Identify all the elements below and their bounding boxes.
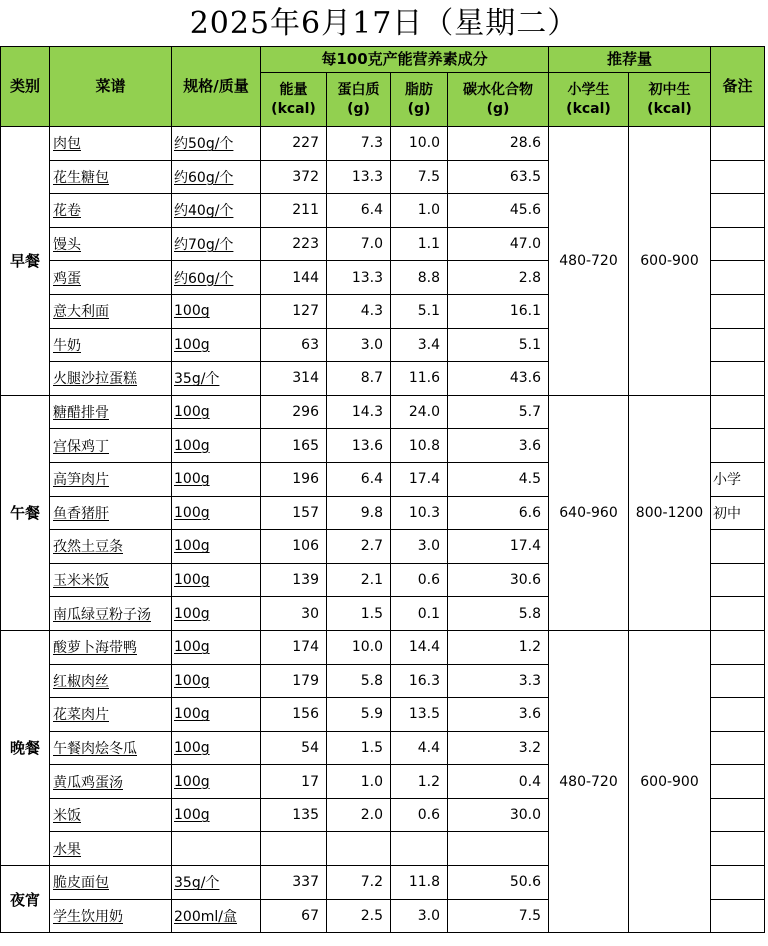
note-cell (711, 395, 765, 429)
fat-value: 4.4 (391, 731, 448, 765)
fat-value: 16.3 (391, 664, 448, 698)
dish-spec: 约70g/个 (172, 227, 261, 261)
protein-value: 8.7 (327, 362, 391, 396)
note-cell (711, 227, 765, 261)
protein-value: 1.5 (327, 731, 391, 765)
fat-value: 3.0 (391, 530, 448, 564)
note-cell (711, 261, 765, 295)
energy-value: 135 (261, 798, 327, 832)
fat-value: 13.5 (391, 698, 448, 732)
carb-value (448, 832, 549, 866)
energy-value: 211 (261, 194, 327, 228)
header-nutrition-group: 每100克产能营养素成分 (261, 47, 549, 73)
dish-spec: 100g (172, 496, 261, 530)
energy-value: 157 (261, 496, 327, 530)
energy-value: 174 (261, 630, 327, 664)
note-cell (711, 899, 765, 933)
primary-recommend: 640-960 (549, 395, 629, 630)
protein-value: 4.3 (327, 294, 391, 328)
carb-value: 43.6 (448, 362, 549, 396)
dish-name: 黄瓜鸡蛋汤 (50, 765, 172, 799)
dish-name: 孜然土豆条 (50, 530, 172, 564)
fat-value: 17.4 (391, 462, 448, 496)
note-cell (711, 429, 765, 463)
energy-value: 314 (261, 362, 327, 396)
dish-spec: 35g/个 (172, 866, 261, 900)
dish-spec: 100g (172, 765, 261, 799)
carb-value: 1.2 (448, 630, 549, 664)
note-cell (711, 127, 765, 161)
dish-name: 宫保鸡丁 (50, 429, 172, 463)
dish-name: 馒头 (50, 227, 172, 261)
dish-spec: 100g (172, 462, 261, 496)
energy-value: 156 (261, 698, 327, 732)
dish-name: 午餐肉烩冬瓜 (50, 731, 172, 765)
note-cell (711, 765, 765, 799)
energy-value: 223 (261, 227, 327, 261)
note-cell (711, 630, 765, 664)
energy-value (261, 832, 327, 866)
dish-spec: 100g (172, 429, 261, 463)
note-cell (711, 563, 765, 597)
protein-value: 5.8 (327, 664, 391, 698)
carb-value: 50.6 (448, 866, 549, 900)
header-recommend-group: 推荐量 (549, 47, 711, 73)
fat-value: 3.0 (391, 899, 448, 933)
menu-table (0, 46, 765, 933)
carb-value: 47.0 (448, 227, 549, 261)
fat-value: 0.1 (391, 597, 448, 631)
note-cell: 初中 (711, 496, 765, 530)
header-carb: 碳水化合物 (g) (448, 73, 549, 127)
dish-name: 南瓜绿豆粉子汤 (50, 597, 172, 631)
fat-value: 11.6 (391, 362, 448, 396)
carb-value: 2.8 (448, 261, 549, 295)
energy-value: 296 (261, 395, 327, 429)
fat-value: 1.2 (391, 765, 448, 799)
energy-value: 54 (261, 731, 327, 765)
dish-name: 花生糖包 (50, 160, 172, 194)
energy-value: 67 (261, 899, 327, 933)
protein-value: 5.9 (327, 698, 391, 732)
note-cell (711, 160, 765, 194)
dish-name: 火腿沙拉蛋糕 (50, 362, 172, 396)
header-protein: 蛋白质 (g) (327, 73, 391, 127)
dish-spec: 200ml/盒 (172, 899, 261, 933)
protein-value: 10.0 (327, 630, 391, 664)
fat-value: 1.1 (391, 227, 448, 261)
carb-value: 0.4 (448, 765, 549, 799)
header-spec: 规格/质量 (172, 47, 261, 127)
dish-name: 鱼香猪肝 (50, 496, 172, 530)
primary-recommend: 480-720 (549, 630, 629, 932)
dish-name: 牛奶 (50, 328, 172, 362)
dish-spec: 100g (172, 664, 261, 698)
dish-spec: 100g (172, 698, 261, 732)
meal-category: 夜宵 (1, 866, 50, 933)
carb-value: 5.8 (448, 597, 549, 631)
fat-value (391, 832, 448, 866)
energy-value: 179 (261, 664, 327, 698)
fat-value: 1.0 (391, 194, 448, 228)
carb-value: 63.5 (448, 160, 549, 194)
meal-category: 晚餐 (1, 630, 50, 865)
meal-category: 早餐 (1, 127, 50, 396)
protein-value: 2.5 (327, 899, 391, 933)
fat-value: 5.1 (391, 294, 448, 328)
fat-value: 3.4 (391, 328, 448, 362)
carb-value: 30.0 (448, 798, 549, 832)
protein-value (327, 832, 391, 866)
header-junior: 初中生 (kcal) (629, 73, 711, 127)
dish-name: 花卷 (50, 194, 172, 228)
fat-value: 10.8 (391, 429, 448, 463)
dish-name: 花菜肉片 (50, 698, 172, 732)
note-cell (711, 328, 765, 362)
table-row (1, 127, 765, 161)
table-row (1, 630, 765, 664)
energy-value: 139 (261, 563, 327, 597)
dish-name: 糖醋排骨 (50, 395, 172, 429)
dish-name: 鸡蛋 (50, 261, 172, 295)
protein-value: 7.3 (327, 127, 391, 161)
dish-spec: 35g/个 (172, 362, 261, 396)
protein-value: 13.3 (327, 261, 391, 295)
note-cell (711, 194, 765, 228)
energy-value: 17 (261, 765, 327, 799)
header-primary: 小学生 (kcal) (549, 73, 629, 127)
note-cell (711, 731, 765, 765)
page-title: 2025年6月17日（星期二） (189, 6, 579, 41)
carb-value: 30.6 (448, 563, 549, 597)
protein-value: 7.2 (327, 866, 391, 900)
dish-spec: 100g (172, 530, 261, 564)
energy-value: 106 (261, 530, 327, 564)
dish-spec: 100g (172, 395, 261, 429)
dish-spec: 100g (172, 563, 261, 597)
dish-name: 红椒肉丝 (50, 664, 172, 698)
protein-value: 14.3 (327, 395, 391, 429)
fat-value: 7.5 (391, 160, 448, 194)
fat-value: 14.4 (391, 630, 448, 664)
energy-value: 337 (261, 866, 327, 900)
dish-name: 意大利面 (50, 294, 172, 328)
carb-value: 5.7 (448, 395, 549, 429)
dish-spec: 100g (172, 731, 261, 765)
protein-value: 6.4 (327, 194, 391, 228)
dish-name: 高笋肉片 (50, 462, 172, 496)
carb-value: 16.1 (448, 294, 549, 328)
energy-value: 127 (261, 294, 327, 328)
dish-spec: 100g (172, 597, 261, 631)
carb-value: 7.5 (448, 899, 549, 933)
note-cell (711, 530, 765, 564)
note-cell: 小学 (711, 462, 765, 496)
dish-spec: 100g (172, 294, 261, 328)
fat-value: 10.3 (391, 496, 448, 530)
header-category: 类别 (1, 47, 50, 127)
fat-value: 0.6 (391, 563, 448, 597)
header-dish: 菜谱 (50, 47, 172, 127)
dish-spec: 100g (172, 798, 261, 832)
protein-value: 1.0 (327, 765, 391, 799)
header-fat: 脂肪 (g) (391, 73, 448, 127)
carb-value: 3.6 (448, 429, 549, 463)
protein-value: 13.3 (327, 160, 391, 194)
meal-category: 午餐 (1, 395, 50, 630)
protein-value: 13.6 (327, 429, 391, 463)
fat-value: 0.6 (391, 798, 448, 832)
protein-value: 2.7 (327, 530, 391, 564)
carb-value: 4.5 (448, 462, 549, 496)
carb-value: 6.6 (448, 496, 549, 530)
dish-name: 酸萝卜海带鸭 (50, 630, 172, 664)
carb-value: 3.3 (448, 664, 549, 698)
carb-value: 5.1 (448, 328, 549, 362)
protein-value: 2.1 (327, 563, 391, 597)
note-cell (711, 294, 765, 328)
dish-name: 水果 (50, 832, 172, 866)
energy-value: 372 (261, 160, 327, 194)
protein-value: 2.0 (327, 798, 391, 832)
carb-value: 28.6 (448, 127, 549, 161)
energy-value: 144 (261, 261, 327, 295)
protein-value: 9.8 (327, 496, 391, 530)
fat-value: 11.8 (391, 866, 448, 900)
primary-recommend: 480-720 (549, 127, 629, 396)
note-cell (711, 362, 765, 396)
note-cell (711, 832, 765, 866)
dish-spec: 约60g/个 (172, 261, 261, 295)
dish-spec: 约50g/个 (172, 127, 261, 161)
note-cell (711, 866, 765, 900)
dish-name: 米饭 (50, 798, 172, 832)
junior-recommend: 600-900 (629, 127, 711, 396)
carb-value: 17.4 (448, 530, 549, 564)
protein-value: 7.0 (327, 227, 391, 261)
dish-name: 学生饮用奶 (50, 899, 172, 933)
note-cell (711, 798, 765, 832)
fat-value: 10.0 (391, 127, 448, 161)
header-energy: 能量 (kcal) (261, 73, 327, 127)
protein-value: 6.4 (327, 462, 391, 496)
carb-value: 3.2 (448, 731, 549, 765)
note-cell (711, 597, 765, 631)
dish-name: 肉包 (50, 127, 172, 161)
note-cell (711, 698, 765, 732)
dish-spec: 100g (172, 328, 261, 362)
fat-value: 24.0 (391, 395, 448, 429)
dish-spec: 100g (172, 630, 261, 664)
carb-value: 3.6 (448, 698, 549, 732)
header-notes: 备注 (711, 47, 765, 127)
protein-value: 3.0 (327, 328, 391, 362)
protein-value: 1.5 (327, 597, 391, 631)
table-row (1, 395, 765, 429)
dish-spec: 约60g/个 (172, 160, 261, 194)
dish-spec (172, 832, 261, 866)
energy-value: 165 (261, 429, 327, 463)
junior-recommend: 600-900 (629, 630, 711, 932)
dish-name: 玉米米饭 (50, 563, 172, 597)
energy-value: 63 (261, 328, 327, 362)
junior-recommend: 800-1200 (629, 395, 711, 630)
dish-name: 脆皮面包 (50, 866, 172, 900)
energy-value: 196 (261, 462, 327, 496)
note-cell (711, 664, 765, 698)
carb-value: 45.6 (448, 194, 549, 228)
dish-spec: 约40g/个 (172, 194, 261, 228)
energy-value: 30 (261, 597, 327, 631)
fat-value: 8.8 (391, 261, 448, 295)
energy-value: 227 (261, 127, 327, 161)
